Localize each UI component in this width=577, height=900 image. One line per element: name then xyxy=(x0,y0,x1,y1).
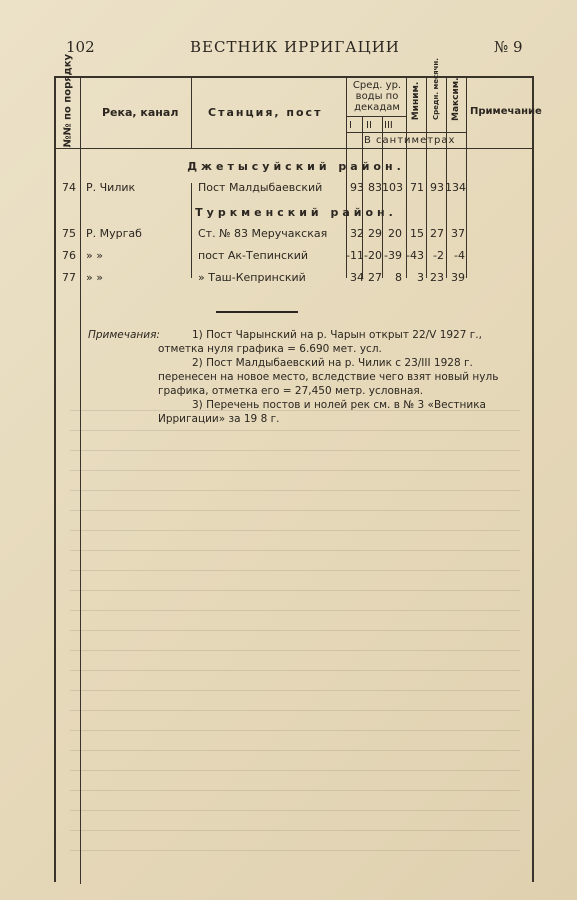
note-line: 1) Пост Чарынский на р. Чарын открыт 22/V 1927 г., xyxy=(192,329,482,341)
col-min-header: Миним. xyxy=(411,81,421,121)
journal-title: ВЕСТНИК ИРРИГАЦИИ xyxy=(190,38,400,56)
running-head xyxy=(0,38,577,60)
col-station-header: Станция, пост xyxy=(208,106,323,119)
header-bottom-line xyxy=(56,148,532,149)
col-avg-header: Сред. ур. воды по декадам xyxy=(352,80,402,113)
note-line: 3) Перечень постов и нолей рек см. в № 3 «Вестника xyxy=(192,399,486,411)
table-row: 74 Р. Чилик Пост Малдыбаевский 93 83 103 71 93 134 xyxy=(62,181,466,194)
note-line: отметка нуля графика = 6.690 мет. усл. xyxy=(158,343,382,355)
units-label: В сантиметрах xyxy=(364,135,456,146)
col-note-header: Примечание xyxy=(470,106,542,117)
col-river-header: Река, канал xyxy=(102,106,179,119)
notes-label: Примечания: xyxy=(88,329,160,341)
table-row: 75 Р. Мургаб Ст. № 83 Меручакская 32 29 20 15 27 37 xyxy=(62,227,465,240)
col-no-header: №№ по порядку xyxy=(62,53,74,148)
issue-number: № 9 xyxy=(494,38,523,56)
table-row: 77 » » » Таш-Кепринский 34 27 8 3 23 39 xyxy=(62,271,465,284)
note-line: перенесен на новое место, вследствие чего взят новый нуль xyxy=(158,371,499,383)
divider xyxy=(346,132,466,133)
divider xyxy=(346,116,406,117)
page-number: 102 xyxy=(66,38,95,56)
note-line: 2) Пост Малдыбаевский на р. Чилик с 23/III 1928 г. xyxy=(192,357,473,369)
divider xyxy=(191,78,192,148)
region-heading: Туркменский район. xyxy=(195,206,397,219)
table-frame xyxy=(54,53,542,882)
table-row: 76 » » пост Ак-Тепинский -11 -20 -39 -43 -2 -4 xyxy=(62,249,465,262)
region-heading: Джетысуйский район. xyxy=(187,160,405,173)
decade-3: III xyxy=(384,120,393,131)
decade-1: I xyxy=(349,120,352,131)
divider xyxy=(80,78,81,884)
decade-2: II xyxy=(366,120,372,131)
note-line: графика, отметка его = 27,450 метр. условная. xyxy=(158,385,424,397)
col-max-header: Максим. xyxy=(451,77,461,121)
separator-rule xyxy=(216,311,298,313)
col-mean-header: Средн. месячн. xyxy=(432,58,440,120)
note-line: Ирригации» за 19 8 г. xyxy=(158,413,280,425)
